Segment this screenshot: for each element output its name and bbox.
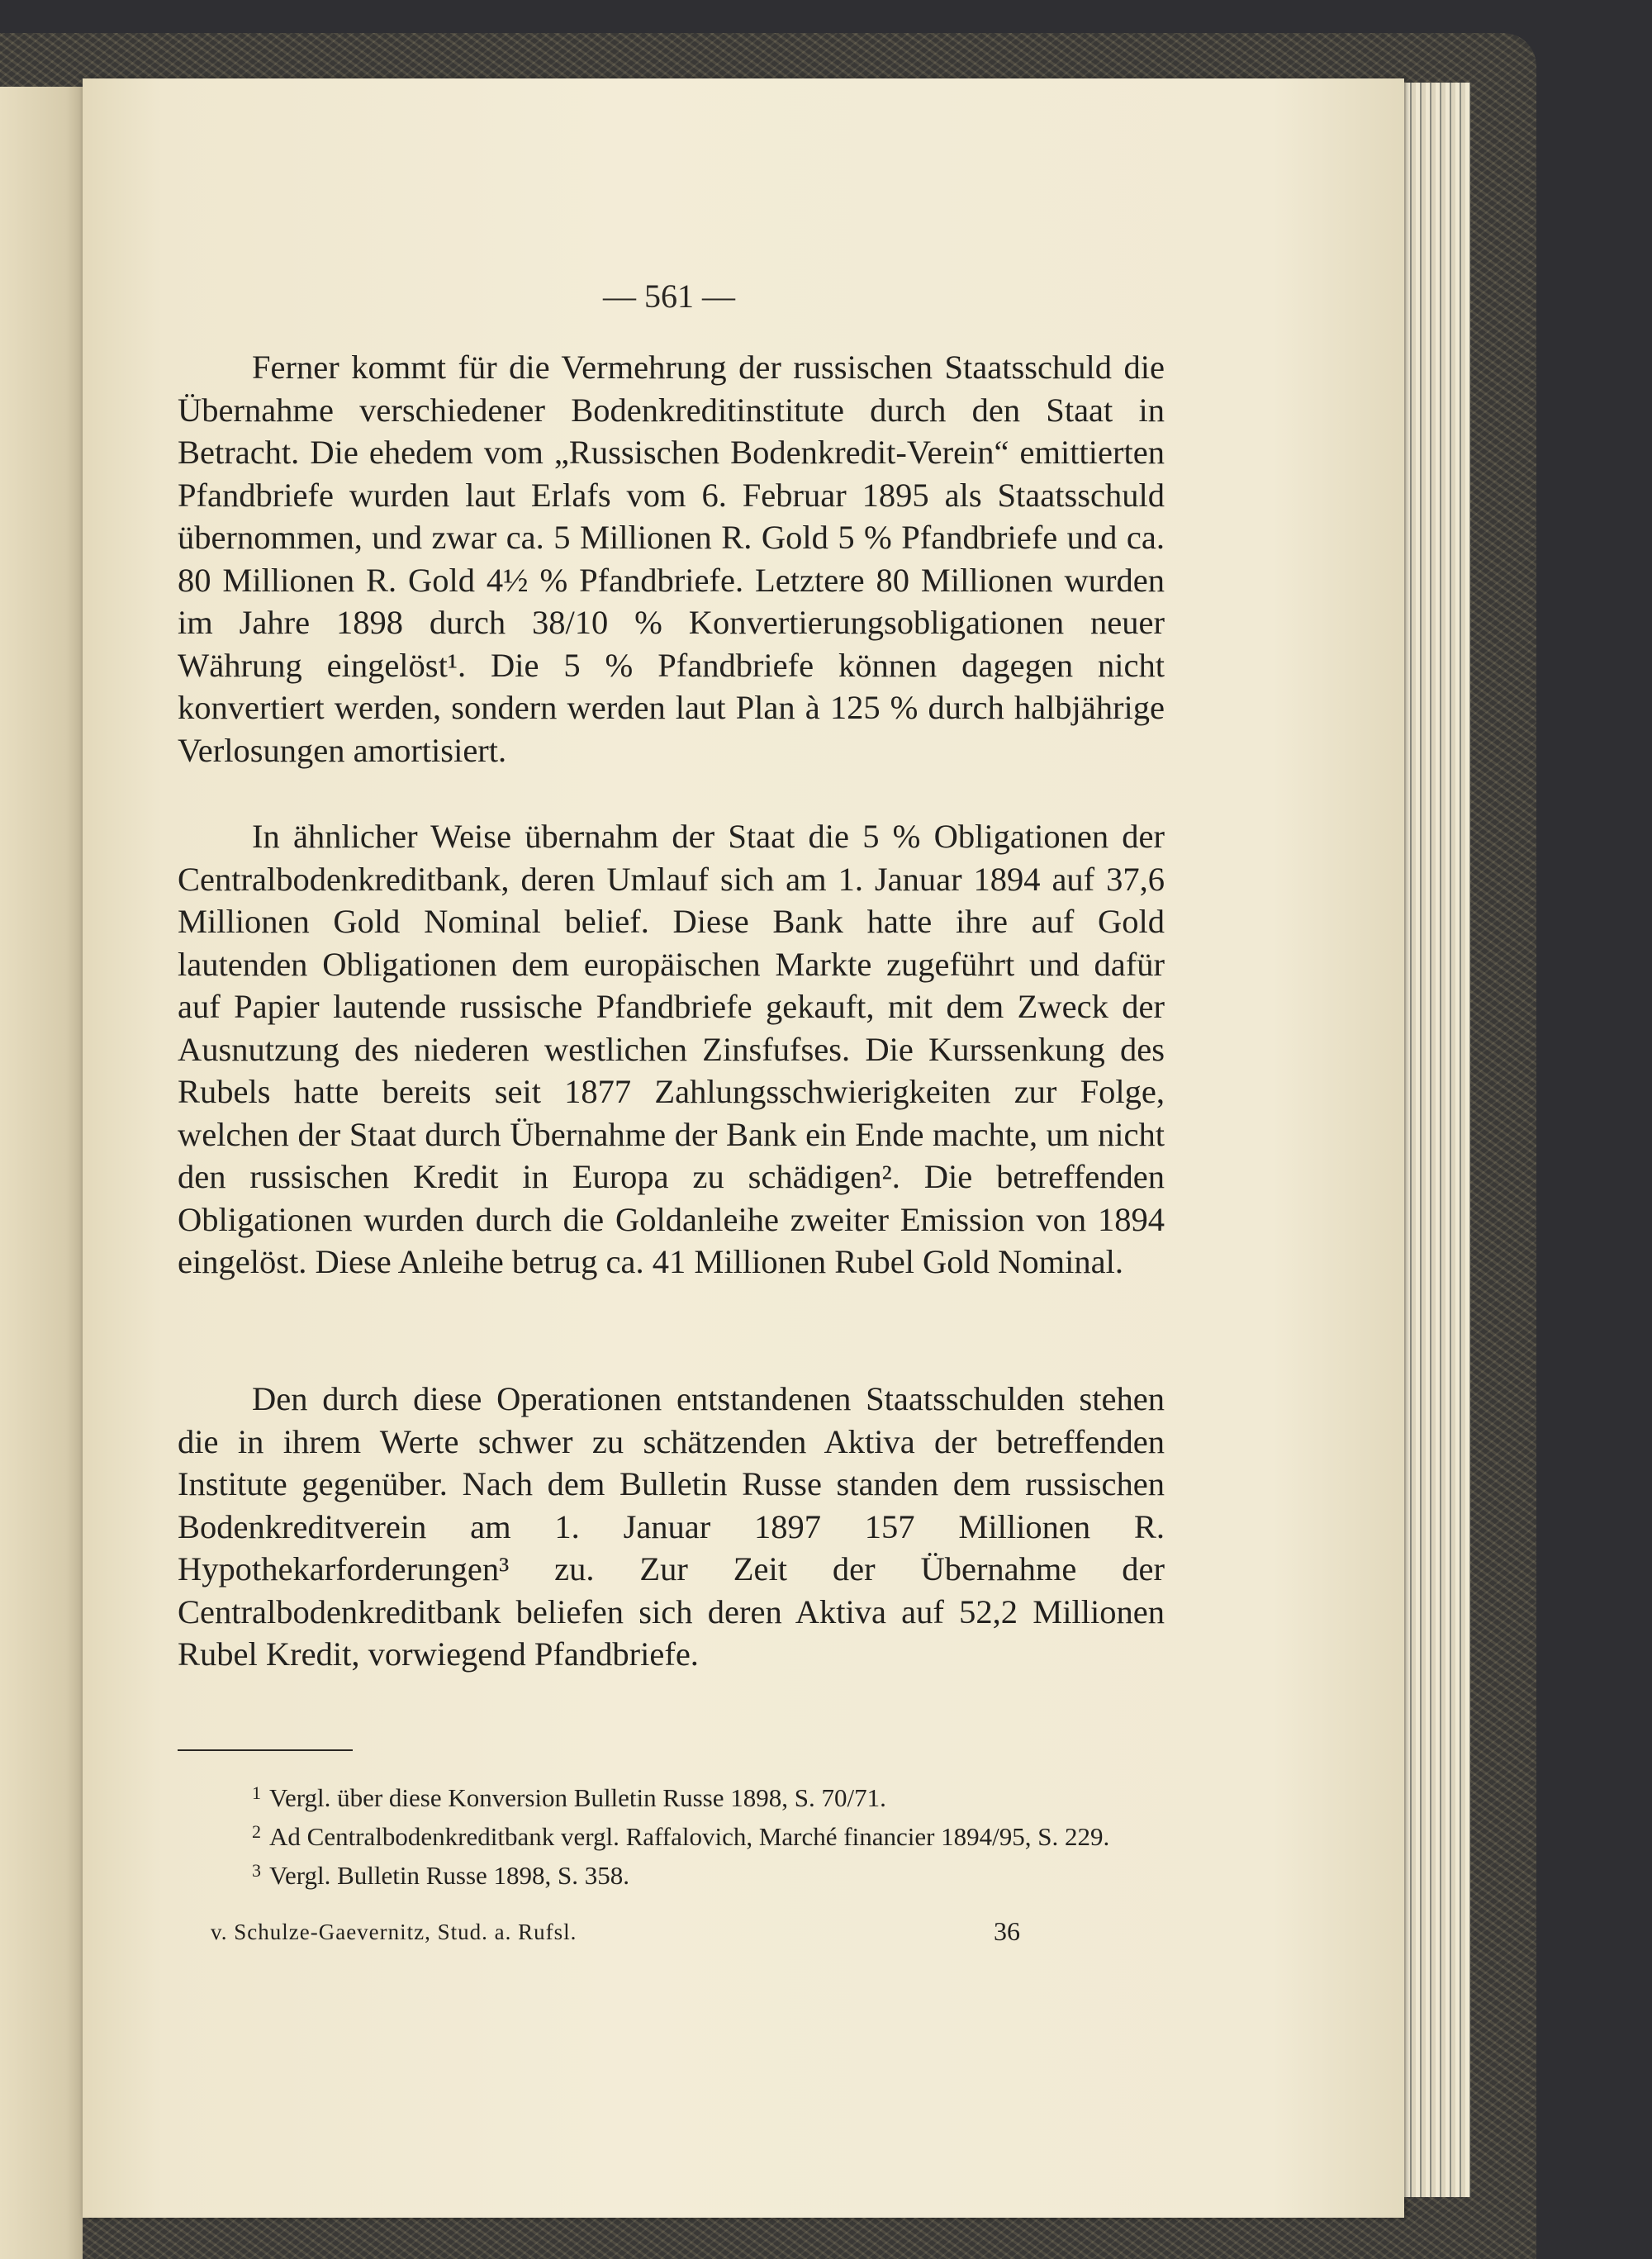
sheet-number: 36 xyxy=(994,1916,1020,1946)
footnote-number: 2 xyxy=(252,1821,261,1842)
footnote-divider xyxy=(178,1749,353,1751)
footnote-text: Vergl. über diese Konversion Bulletin Russe 1898, S. 70/71. xyxy=(269,1783,886,1812)
footnote-1 xyxy=(178,1776,1165,1815)
footnote-number: 1 xyxy=(252,1782,261,1803)
paragraph-1 xyxy=(178,346,1165,771)
paragraph-3-text: Den durch diese Operationen entstandenen Staatsschulden stehen die in ihrem Werte schwer zu schätzenden Aktiva der betreffenden Institute gegenüber. Nach dem Bulletin Russe standen dem russischen Bodenkreditverein am 1. Januar 1897 157 Millionen R. Hypothekarforderungen³ zu. Zur Zeit der Übernahme der Centralbodenkreditbank beliefen sich deren Aktiva auf 52,2 Millionen Rubel Kredit, vorwiegend Pfandbriefe. xyxy=(178,1380,1165,1673)
paragraph-2-text: In ähnlicher Weise übernahm der Staat die 5 % Obligationen der Centralbodenkreditbank, deren Umlauf sich am 1. Januar 1894 auf 37,6 Millionen Gold Nominal belief. Diese Bank hatte ihre auf Gold lautenden Obligationen dem europäischen Markte zugeführt und dafür auf Papier lautende russische Pfandbriefe gekauft, mit dem Zweck der Ausnutzung des niederen westlichen Zinsfufses. Die Kurssenkung des Rubels hatte bereits seit 1877 Zahlungsschwierigkeiten zur Folge, welchen der Staat durch Übernahme der Bank ein Ende machte, um nicht den russischen Kredit in Europa zu schädigen². Die betreffenden Obligationen wurden durch die Goldanleihe zweiter Emission von 1894 eingelöst. Diese Anleihe betrug ca. 41 Millionen Rubel Gold Nominal. xyxy=(178,818,1165,1280)
paragraph-3 xyxy=(178,1378,1165,1676)
footnotes xyxy=(178,1776,1165,1892)
paragraph-2 xyxy=(178,815,1165,1284)
printer-signature: v. Schulze-Gaevernitz, Stud. a. Rufsl. xyxy=(211,1920,577,1944)
footnote-number: 3 xyxy=(252,1860,261,1881)
footnote-2 xyxy=(178,1815,1165,1853)
page-number: — 561 — xyxy=(603,278,735,315)
footnote-text: Ad Centralbodenkreditbank vergl. Raffalovich, Marché financier 1894/95, S. 229. xyxy=(269,1822,1110,1851)
footnote-3 xyxy=(178,1853,1165,1892)
paragraph-1-text: Ferner kommt für die Vermehrung der russischen Staatsschuld die Übernahme verschiedener Bodenkreditinstitute durch den Staat in Betracht. Die ehedem vom „Russischen Bodenkredit-Verein“ emittierten Pfandbriefe wurden laut Erlafs vom 6. Februar 1895 als Staatsschuld übernommen, und zwar ca. 5 Millionen R. Gold 5 % Pfandbriefe und ca. 80 Millionen R. Gold 4½ % Pfandbriefe. Letztere 80 Millionen wurden im Jahre 1898 durch 38/10 % Konvertierungsobligationen neuer Währung eingelöst¹. Die 5 % Pfandbriefe können dagegen nicht konvertiert werden, sondern werden laut Plan à 125 % durch halbjährige Verlosungen amortisiert. xyxy=(178,349,1165,769)
left-page-edge xyxy=(0,87,83,2259)
footnote-text: Vergl. Bulletin Russe 1898, S. 358. xyxy=(269,1861,630,1890)
page-edges xyxy=(1396,83,1470,2197)
